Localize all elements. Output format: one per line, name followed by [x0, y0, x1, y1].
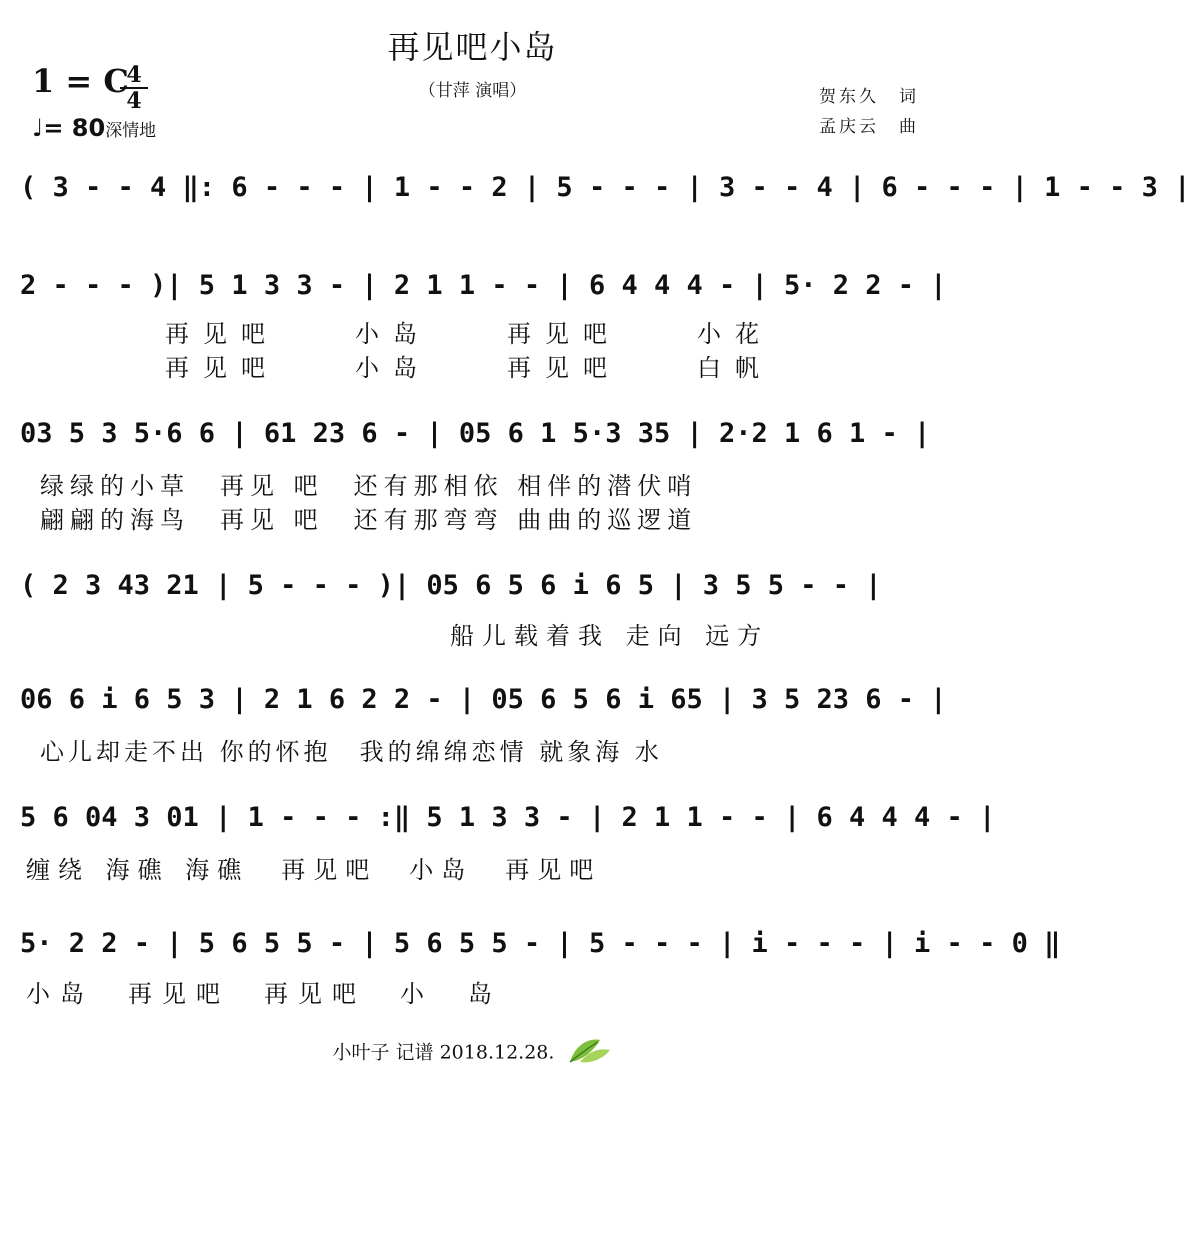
lyric-line-8: 小岛 再见吧 再见吧 小 岛	[26, 980, 502, 1008]
time-signature-bottom: 4	[126, 88, 142, 114]
tempo	[32, 114, 156, 142]
tempo-value: ♩= 80	[32, 114, 106, 142]
score-line-3: 03 5 3 5·6 6 | 61 23 6 - | 05 6 1 5·3 35 | 2·2 1 6 1 - |	[20, 418, 931, 449]
lyric-line-7: 缠绕 海礁 海礁 再见吧 小岛 再见吧	[26, 856, 602, 884]
score-line-4: ( 2 3 43 21 | 5 - - - )| 05 6 5 6 i 6 5 | 3 5 5 - - |	[20, 570, 882, 601]
lyric-line-6: 心儿却走不出 你的怀抱 我的绵绵恋情 就象海 水	[40, 738, 663, 766]
lyric-line-4: 翩翩的海鸟 再见 吧 还有那弯弯 曲曲的巡逻道	[40, 506, 698, 534]
composer: 孟庆云 曲	[819, 117, 919, 137]
key-signature: 1 = C	[32, 62, 129, 100]
score-line-5: 06 6 i 6 5 3 | 2 1 6 2 2 - | 05 6 5 6 i 65 | 3 5 23 6 - |	[20, 684, 947, 715]
footer-credit	[0, 1036, 945, 1071]
performer: （甘萍 演唱）	[418, 81, 527, 101]
footer-text: 小叶子 记谱 2018.12.28.	[332, 1041, 555, 1064]
leaf-icon	[566, 1036, 612, 1071]
score-line-1: ( 3 - - 4 ‖: 6 - - - | 1 - - 2 | 5 - - - | 3 - - 4 | 6 - - - | 1 - - 3 |	[20, 172, 1190, 203]
score-line-2: 2 - - - )| 5 1 3 3 - | 2 1 1 - - | 6 4 4 4 - | 5· 2 2 - |	[20, 270, 947, 301]
lyric-line-1: 再见吧 小岛 再见吧 小花	[165, 320, 773, 348]
lyricist: 贺东久 词	[819, 87, 919, 107]
score-line-6: 5 6 04 3 01 | 1 - - - :‖ 5 1 3 3 - | 2 1 1 - - | 6 4 4 4 - |	[20, 802, 996, 833]
lyric-line-3: 绿绿的小草 再见 吧 还有那相依 相伴的潜伏哨	[40, 472, 698, 500]
time-signature	[120, 64, 148, 112]
expression-mark: 深情地	[105, 121, 157, 141]
time-signature-top: 4	[126, 62, 142, 88]
lyric-line-2: 再见吧 小岛 再见吧 白帆	[165, 354, 773, 382]
song-title: 再见吧小岛	[387, 28, 558, 66]
lyric-line-5: 船儿载着我 走向 远方	[450, 622, 770, 650]
score-line-7: 5· 2 2 - | 5 6 5 5 - | 5 6 5 5 - | 5 - - - | i - - - | i - - 0 ‖	[20, 928, 1061, 959]
